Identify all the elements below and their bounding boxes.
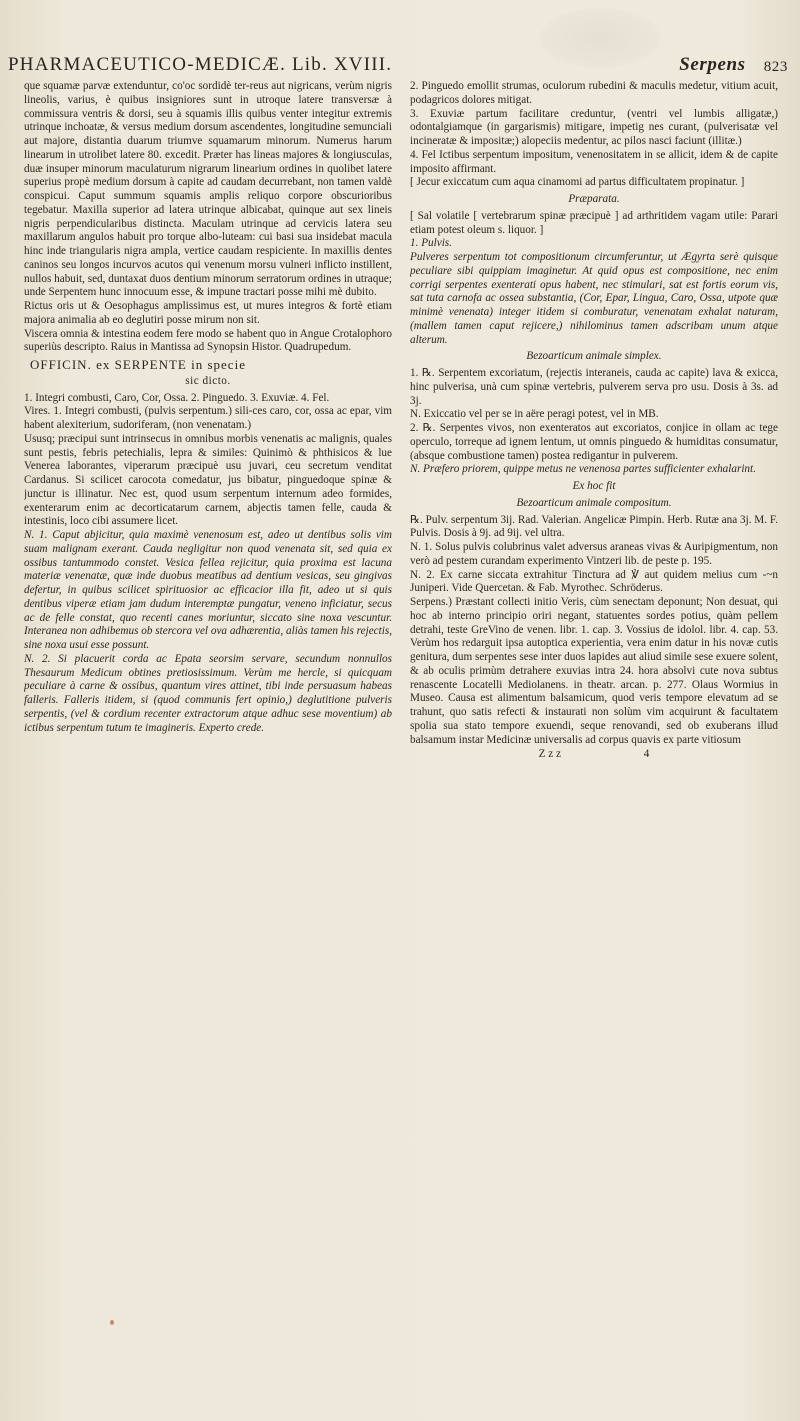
paragraph: [ Sal volatile [ vertebrarum spinæ præcipuè ] ad arthritidem vagam utile: Parari etiam potest oleum s. liquor. ] — [410, 209, 778, 236]
paragraph: ℞. Pulv. serpentum 3ij. Rad. Valerian. Angelicæ Pimpin. Herb. Rutæ ana 3j. M. F. Pulvis. Dosis à 9j. ad 9ij. vel ultra. — [410, 513, 778, 540]
paragraph: 1. ℞. Serpentem excoriatum, (rejectis interaneis, cauda ac capite) lava & exicca, hinc pulverisa, unà cum spinæ vertebris, pulverem serva pro usu. Dosis à 3s. ad 3j. — [410, 367, 778, 407]
left-column — [24, 80, 392, 1381]
paragraph: N. 2. Si placuerit corda ac Epata seorsim servare, secundum nonnullos Thesaurum Medicum obtines pretiosissimum. Verùm me hercle, si quicquam peculiare à carne & ossibus, quantum vires attinet, tibi inde persuasum habeas falleris. Falleris itidem, si (quod communis fert opinio,) deglutitione pulveris serpentis, (vel & cordium recenter extractorum atque adhuc sese moventium) ab ictibus serpentum tutum te imagineris. Experto crede. — [24, 652, 392, 734]
officin-heading: OFFICIN. ex SERPENTE in specie — [30, 357, 246, 372]
paragraph: [ Jecur exiccatum cum aqua cinamomi ad partus difficultatem propinatur. ] — [410, 176, 745, 189]
paragraph: 2. ℞. Serpentes vivos, non exenteratos aut excoriatos, conjice in ollam ac tege operculo, torreque ad ignem lentum, ut omnis pinguedo & humiditas consumatur, (absque combustione tamen) postea redigantur in pulverem. — [410, 422, 778, 462]
praeparata-heading: Præparata. — [568, 193, 620, 205]
running-head — [8, 44, 788, 76]
paragraph: N. Præfero priorem, quippe metus ne venenosa partes sufficienter exhalarint. — [410, 463, 756, 476]
paragraph: N. Exiccatio vel per se in aëre peragi potest, vel in MB. — [410, 408, 659, 421]
officin-subheading: sic dicto. — [185, 374, 231, 387]
signature-line — [410, 748, 778, 762]
ex-hoc-heading: Ex hoc fit — [572, 480, 616, 492]
ink-spot — [110, 1320, 114, 1325]
right-column — [410, 80, 778, 1381]
paragraph: 1. Pulvis. — [410, 237, 452, 250]
signature-mark: Z z z — [538, 748, 561, 761]
paragraph: 2. Pinguedo emollit strumas, oculorum rubedini & maculis medetur, vitium acuit, podagricos dolores mitigat. — [410, 80, 778, 106]
text-columns — [24, 80, 778, 1381]
page-number: 823 — [763, 59, 788, 75]
paragraph: Pulveres serpentum tot compositionum circumferuntur, ut Ægyrta serè quisque peculiare sibi quippiam imaginetur. At quid opus est compositione, nec enim corrigi serpentes exenterati opus habent, nec stimulari, sat est fortis eorum vis, sat tuta carnofa ac ossea substantia, (Cor, Epar, Lingua, Caro, Ossa, utpote quæ minimè venenata) integer itidem si comburatur, venenatam exhalat naturam, (mallem tamen caput rejicere,) nihilominus tamen adscribam unum atque alterum. — [410, 251, 778, 346]
paragraph: que squamæ parvæ extenduntur, co'oc sordidè ter-reus aut nigricans, verùm nigris lineolis, varius, è quibus insigniores sunt in utroque latere transversæ à commissura ventris & dorsi, seu à squamis illis quibus venter integitur extremis utrinque inchoatæ, & versus medium dorsum ascendentes, longitudine semunciali aut majore, distantia duarum triumve squamarum minorum. Numerus harum linearum in utrolibet latere 80. excedit. Præter has lineas majores & longiusculas, duæ insuper minorum maculaturum nigrarum linearium ordines in quolibet latere superius propè medium dorsum à capite ad caudam decurrebant, non tamen valdè conspicui. Caput summum squamis amplis reliquo corpore obscurioribus tegebatur. Maxilla superior ad latera utrinque albicabat, quinque aut sex lineis nigris perpendicularibus distincta. Maculam utrinque ad cervicis latera seu maxillarum angulos habuit pro torque albo-luteam: cui basi sua insidebat macula hinc inde triangularis nigra ampla, vertice caudam respiciente. In maxillis dentes caninos seu longos incurvos acutos qui venenum morsu vulneri inflicto instillent, nullos habuit, sed, duntaxat duos dentium minorum serratorum ordines in utraque; unde Serpentem hunc innocuum esse, & impune tractari posse mihi mè dubito. — [24, 80, 392, 299]
paragraph: Vires. 1. Integri combusti, (pulvis serpentum.) sili-ces caro, cor, ossa ac epar, vim habent alexiterium, sudoriferam, (non venenatam.) — [24, 405, 392, 431]
bezoar-compositum-heading: Bezoarticum animale compositum. — [516, 496, 672, 509]
paragraph: N. 1. Caput abjicitur, quia maximè venenosum est, adeo ut dentibus solis vim suam malignam exerant. Cauda negligitur non quod venenata sit, sed quia ex ossibus tantummodo constet. Vesica fellea rejicitur, quia proxima est lacuna materiæ venenatæ, quæ inde duobus meatibus ad dentium vesicas, seu gingivas defertur, in quibus scilicet spirituosior ac efficacior illa fit, adeo ut si quis dentibus viperæ etiam jam dudum interemptæ pungatur, veneno inficiatur, secus ac de felle constat, quo recenti canes moriuntur, siccato sine noxa vescuntur. Interanea non adhibemus ob stercora vel ova adhærentia, aliàs tamen his rejectis, sine noxa usui esse possunt. — [24, 529, 392, 651]
bezoar-simplex-heading: Bezoarticum animale simplex. — [526, 350, 662, 363]
running-section: Serpens — [679, 54, 746, 75]
paragraph: Ususq; præcipui sunt intrinsecus in omnibus morbis venenatis ac malignis, quales sunt pestis, febris petechialis, lepra & similes: Quinimò & phthisicos & lue Venerea laborantes, viperarum præcipuè usu juvari, ceu secretum venditat Cardanus. Si scilicet carocota comedatur, jus bibatur, pinguedoque spinæ & junctur is illinatur. Nec est, quod usum serpentum internum adeo formides, exenterarum enim ac decorticatarum carnem, abjectis tamen felle, cauda & intestinis, loco cibi assumere licet. — [24, 432, 392, 528]
paragraph: Rictus oris ut & Oesophagus amplissimus est, ut mures integros & fortè etiam majora animalia ab eo deglutiri posse mirum non sit. — [24, 300, 392, 326]
paragraph: 3. Exuviæ partum facilitare creduntur, (ventri vel lumbis alligatæ,) odontalgiamque (in gargarismis) mitigare, impetig nes curant, (pulverisatæ vel incineratæ & impositæ;) alopeciis medentur, ac pilos nasci faciunt (illitæ.) — [410, 107, 778, 147]
paragraph: N. 1. Solus pulvis colubrinus valet adversus araneas vivas & Auripigmentum, non verò ad pestem curandam experimento Vintzeri lib. de peste p. 195. — [410, 541, 778, 567]
paragraph: Viscera omnia & intestina eodem fere modo se habent quo in Angue Crotalophoro superiùs descripto. Raius in Mantissa ad Synopsin Histor. Quadrupedum. — [24, 327, 392, 354]
signature-number: 4 — [643, 748, 650, 761]
running-title: PHARMACEUTICO-MEDICÆ. Lib. XVIII. — [8, 54, 393, 75]
paragraph: N. 2. Ex carne siccata extrahitur Tinctura ad ℣ aut quidem melius cum -~n Juniperi. Vide Quercetan. & Fab. Myrothec. Schröderus. — [410, 568, 778, 595]
officin-list: 1. Integri combusti, Caro, Cor, Ossa. 2. Pinguedo. 3. Exuviæ. 4. Fel. — [24, 391, 330, 404]
paragraph: 4. Fel Ictibus serpentum impositum, venenositatem in se allicit, idem & de capite imposito affirmant. — [410, 148, 778, 175]
paragraph: Serpens.) Præstant collecti initio Veris, cùm senectam deponunt; Non desuat, qui hoc ab interno principio oriri negant, statuentes sordes potius, quàm pellem detrahi, teste GreVino de venen. libr. 1. cap. 3. Vossius de idolol. libr. 4. cap. 53. Verùm hos redarguit ipsa autoptica experientia, vera enim datur in his novæ cutis genitura, dum serpentes sese inter duos lapides aut aliud simile sese exuere solent, & ab oculis primùm detrahere exuvias intra 24. hora absolvi cute nova subtus renascente Locatelli Mediolanens. in theatr. arcan. p. 277. Olaus Wormius in Museo. Causa est alimentum balsamicum, quod veris tempore elevatum ad se trahunt, quo satis refecti & instaurati non solùm vim acquirunt & facultatem spolia sua stato tempore exuendi, seque renovandi, sed ob exuberans illud balsamum instar Medicinæ universalis ad corpus quavis ex parte vitiosum — [410, 596, 778, 746]
